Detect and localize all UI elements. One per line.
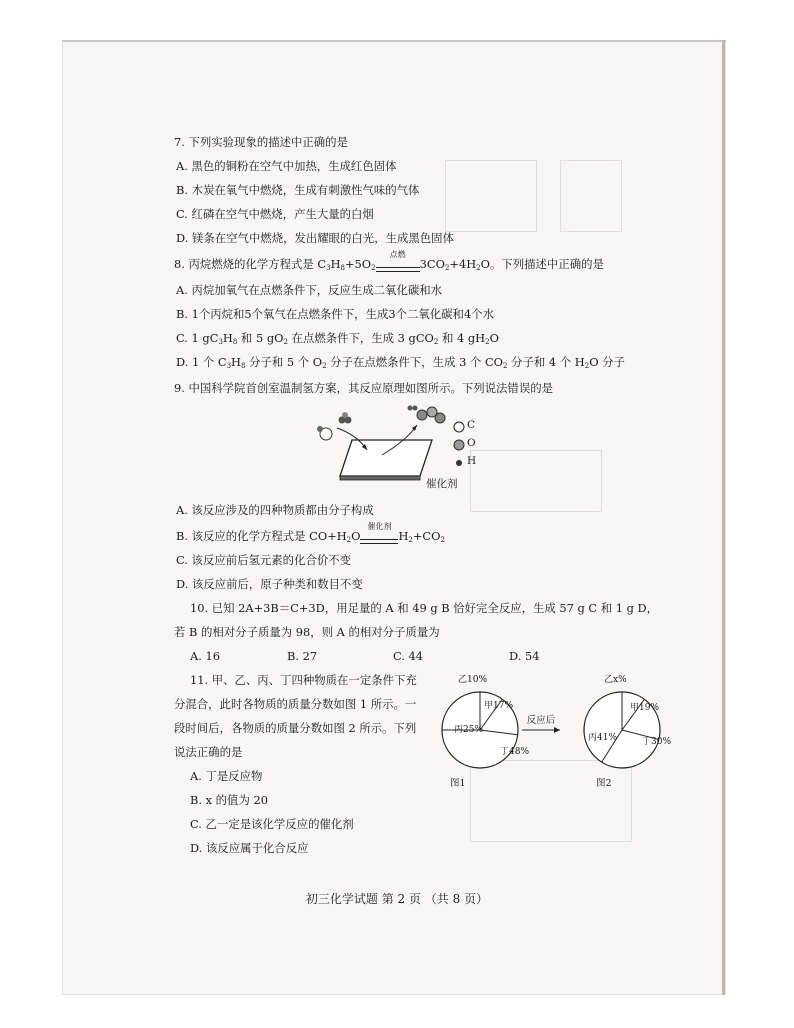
q7-option-c: C. 红磷在空气中燃烧，产生大量的白烟 [176, 207, 374, 221]
q8-condition [376, 250, 420, 272]
q9-option-d: D. 该反应前后，原子种类和数目不变 [176, 577, 363, 591]
pie-chart-2 [584, 674, 671, 768]
q8-d-part2: 分子和 5 个 O [245, 355, 323, 369]
page-footer: 初三化学试题 第 2 页 （共 8 页） [305, 892, 489, 906]
bleed-box-1 [445, 160, 537, 232]
q8-equation-right: $3CO_2+4H_2O$ [419, 257, 490, 272]
legend-o-symbol [454, 440, 464, 450]
pie-slice-label: 乙10% [458, 675, 488, 685]
q9-b-part2: H [398, 529, 409, 543]
pie-slice-label: 丙41% [588, 733, 618, 743]
pie-slice-label: 丁48% [500, 747, 530, 757]
pie-slice-label: 甲17% [484, 701, 514, 711]
q8-stem-prefix: 8. 丙烷燃烧的化学方程式是 [174, 257, 318, 271]
q10-line2: 若 B 的相对分子质量为 98，则 A 的相对分子质量为 [174, 625, 440, 639]
q8-d-part1: D. 1 个 C [176, 355, 227, 369]
q11-option-c: C. 乙一定是该化学反应的催化剂 [190, 817, 354, 831]
q8-option-b: B. 1个丙烷和5个氧气在点燃条件下，生成3个二氧化碳和4个水 [176, 307, 494, 321]
q8-c-part5: O [489, 331, 499, 345]
catalyst-plate [340, 440, 432, 476]
q10-option-a: A. 16 [190, 649, 220, 663]
q8-option-c: C. 1 $gC_3H_8$ 和 5 $gO_2$ 在点燃条件下，生成 3 gCO$_2$ 和 4 $gH_2O$ [176, 331, 499, 346]
q11-option-d: D. 该反应属于化合反应 [190, 841, 309, 855]
q8-c-part3: 在点燃条件下，生成 3 gCO [287, 331, 434, 345]
pie-chart-1 [442, 674, 529, 768]
pie-slice-label: 丙25% [454, 725, 484, 735]
q8-option-d: D. 1 个 $C_3H_8$ 分子和 5 个 $O_2$ 分子在点燃条件下，生成 3 个 $CO_2$ 分子和 4 个 $H_2O$ 分子 [176, 355, 625, 370]
q7-option-d: D. 镁条在空气中燃烧，发出耀眼的白光，生成黑色固体 [176, 231, 454, 245]
water-molecule [317, 426, 332, 440]
q7-option-a: A. 黑色的铜粉在空气中加热，生成红色固体 [176, 159, 397, 173]
catalyst-plate-shadow [340, 476, 420, 480]
q8-stem [174, 250, 604, 272]
q11-option-b: B. x 的值为 20 [190, 793, 268, 807]
q8-c-part1: C. 1 gC [176, 331, 219, 345]
q10-option-b: B. 27 [287, 649, 318, 663]
co-molecule [339, 412, 352, 424]
pie-slice-label: 甲19% [630, 703, 660, 713]
q9-b-condition-label: 催化剂 [367, 522, 392, 531]
q11-line4: 说法正确的是 [174, 745, 243, 759]
h2-molecule [408, 406, 418, 411]
co2-molecule [417, 407, 445, 423]
q8-d-part3: 分子在点燃条件下，生成 3 个 CO [326, 355, 504, 369]
arrow-label: 反应后 [526, 715, 556, 726]
legend-o-label: O [467, 437, 476, 449]
fig1-caption: 图1 [450, 778, 466, 789]
q8-equation-left: $C_3H_8+5O_2$ [317, 257, 376, 272]
q11-line1: 11. 甲、乙、丙、丁四种物质在一定条件下充 [190, 673, 417, 687]
q9-option-a: A. 该反应涉及的四种物质都由分子构成 [176, 503, 374, 517]
legend-c-symbol [454, 422, 464, 432]
q11-pie-figure [434, 668, 672, 792]
q9-b-condition [360, 522, 398, 544]
q9-b-part3: +CO [412, 529, 441, 543]
q11-line3: 段时间后，各物质的质量分数如图 2 所示。下列 [174, 721, 417, 735]
q9-option-c: C. 该反应前后氢元素的化合价不变 [176, 553, 352, 567]
q10-line1: 10. 已知 2A+3B＝C+3D，用足量的 A 和 49 g B 恰好完全反应，生成 57 g C 和 1 g D， [190, 601, 659, 615]
legend-h-label: H [467, 455, 477, 467]
q8-option-a: A. 丙烷加氧气在点燃条件下，反应生成二氧化碳和水 [176, 283, 443, 297]
sheet-top-rule [62, 40, 726, 42]
fig2-caption: 图2 [596, 778, 612, 789]
pie-slice-label: 丁30% [642, 737, 672, 747]
q8-d-part4: 分子和 4 个 H [507, 355, 585, 369]
q10-option-c: C. 44 [393, 649, 424, 663]
catalyst-label: 催化剂 [426, 478, 458, 490]
q11-option-a: A. 丁是反应物 [190, 769, 263, 783]
q8-c-part2: 和 5 gO [237, 331, 284, 345]
q7-option-b: B. 木炭在氧气中燃烧，生成有刺激性气味的气体 [176, 183, 420, 197]
sheet-right-rule [722, 40, 725, 995]
pie-slice-label: 乙x% [604, 675, 627, 685]
q9-b-part1: B. 该反应的化学方程式是 CO+H [176, 529, 347, 543]
q8-c-part4: 和 4 gH [438, 331, 486, 345]
legend-c-label: C [467, 419, 476, 431]
bleed-box-2 [560, 160, 622, 232]
q10-option-d: D. 54 [509, 649, 540, 663]
q7-stem: 7. 下列实验现象的描述中正确的是 [174, 135, 348, 149]
q9-option-b: B. 该反应的化学方程式是 $CO+H_2O$ 催化剂 $H_2+CO_2$ [176, 528, 445, 544]
q11-line2: 分混合，此时各物质的质量分数如图 1 所示。一 [174, 697, 417, 711]
legend-h-symbol [456, 460, 462, 466]
q8-d-part5: O 分子 [589, 355, 625, 369]
reaction-arrow-head [554, 727, 560, 733]
q8-condition-label: 点燃 [389, 250, 406, 259]
q9-stem: 9. 中国科学院首创室温制氢方案，其反应原理如图所示。下列说法错误的是 [174, 381, 553, 395]
q8-stem-suffix: 。下列描述中正确的是 [489, 257, 604, 271]
